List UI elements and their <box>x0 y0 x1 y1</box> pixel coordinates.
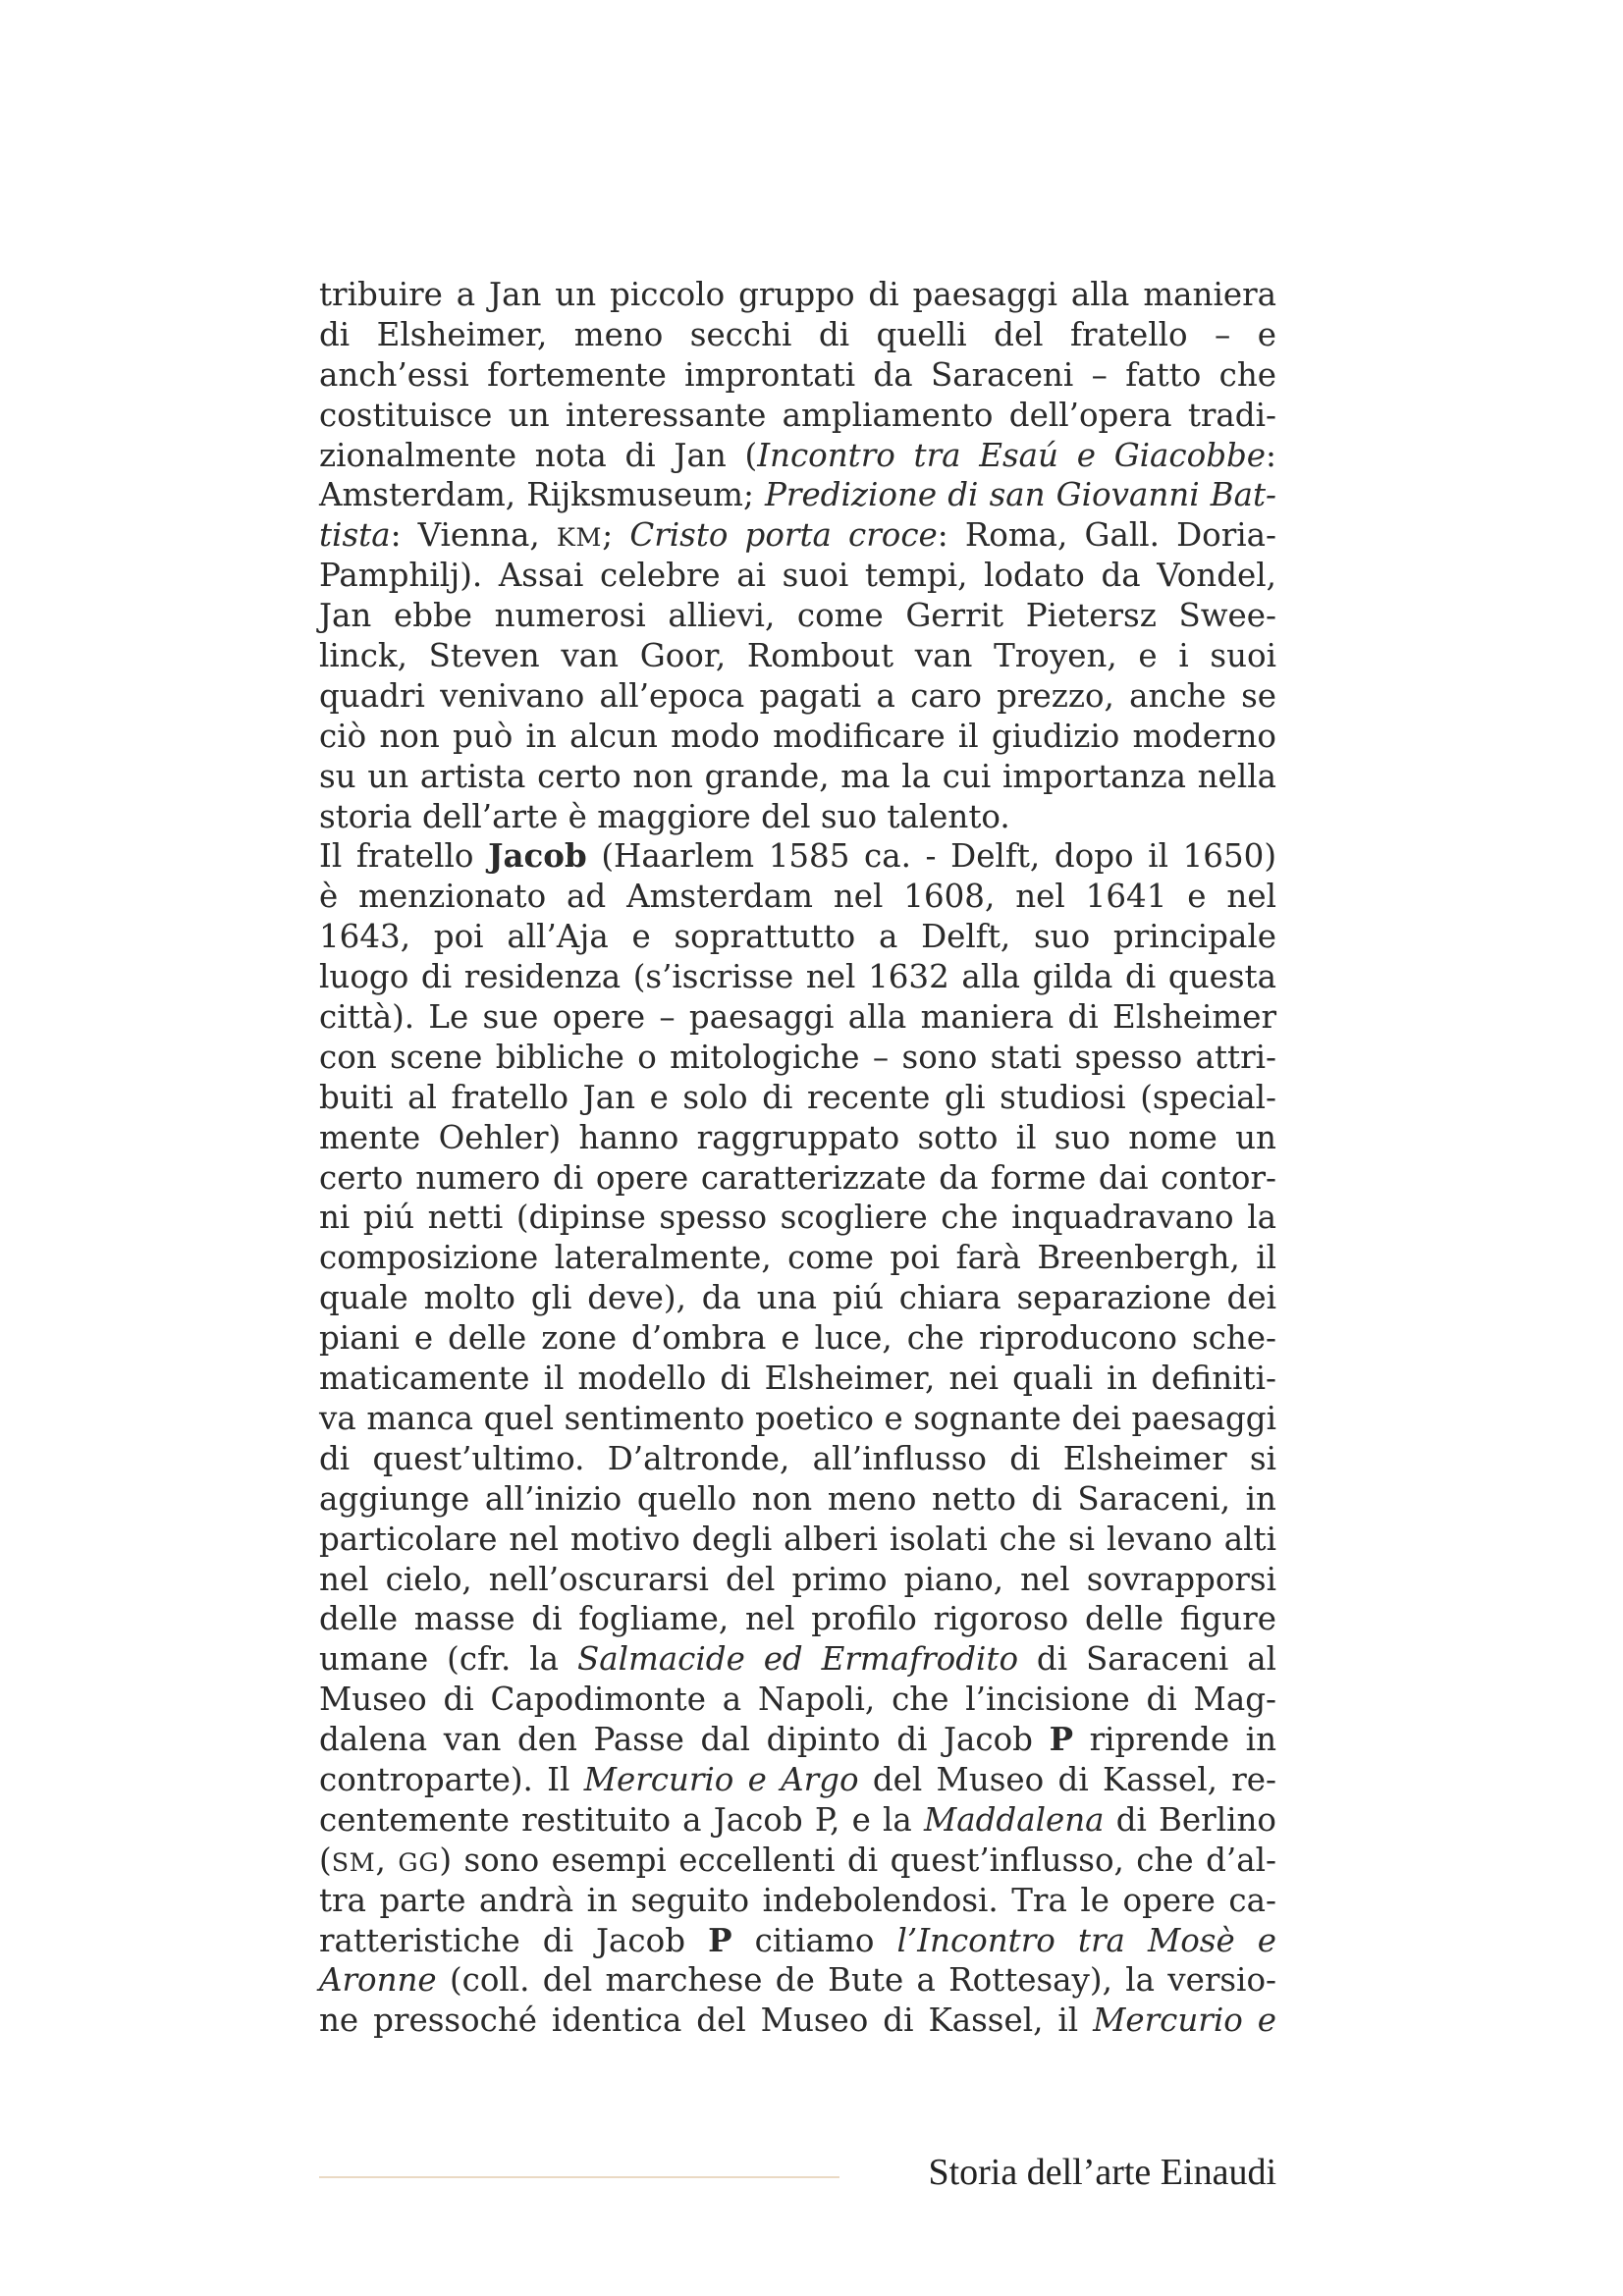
text-segment: maticamente il modello di Elsheimer, nei quali in definiti- <box>319 1360 1276 1398</box>
text-segment: tra parte andrà in seguito indebolendosi. Tra le opere ca- <box>319 1881 1276 1919</box>
text-line <box>319 917 1276 957</box>
text-line <box>319 1278 1276 1318</box>
text-line <box>319 1881 1276 1921</box>
text-segment: di Berlino <box>1104 1800 1276 1839</box>
text-segment: tribuire a Jan un piccolo gruppo di paesaggi alla maniera <box>319 276 1276 313</box>
text-line <box>319 2001 1276 2041</box>
text-line <box>319 1800 1276 1841</box>
text-segment: P <box>708 1920 732 1959</box>
text-segment: costituisce un interessante ampliamento dell’opera tradi- <box>319 396 1276 434</box>
text-segment: ciò non può in alcun modo modificare il giudizio moderno <box>319 717 1276 755</box>
text-segment: P <box>1049 1720 1074 1759</box>
text-line <box>319 355 1276 396</box>
text-line <box>319 877 1276 917</box>
text-line <box>319 315 1276 355</box>
text-segment: mente Oehler) hanno raggruppato sotto il suo nome un <box>319 1118 1276 1156</box>
text-line <box>319 1639 1276 1680</box>
text-line <box>319 757 1276 797</box>
text-segment: quale molto gli deve), da una piú chiara separazione dei <box>319 1279 1276 1317</box>
text-segment: (Haarlem 1585 ca. - Delft, dopo il 1650) <box>586 837 1277 876</box>
text-segment: zionalmente nota di Jan ( <box>319 436 758 474</box>
text-segment: Maddalena <box>923 1800 1105 1839</box>
text-segment: del Museo di Kassel, re- <box>858 1760 1276 1798</box>
text-segment: ratteristiche di Jacob <box>319 1921 709 1959</box>
text-line <box>319 1078 1276 1118</box>
text-line <box>319 676 1276 717</box>
text-line <box>319 515 1276 556</box>
footer-title: Storia dell’arte Einaudi <box>928 2152 1276 2193</box>
text-segment: Predizione di san Giovanni Bat- <box>765 476 1277 514</box>
text-segment: : <box>1266 436 1276 474</box>
text-line <box>319 1198 1276 1238</box>
text-segment: anch’essi fortemente improntati da Saraceni – fatto che <box>319 355 1276 394</box>
text-segment: con scene bibliche o mitologiche – sono stati spesso attri- <box>319 1038 1276 1076</box>
text-segment: ni piú netti (dipinse spesso scogliere che inquadravano la <box>319 1199 1276 1237</box>
text-segment: Jacob <box>488 836 587 876</box>
text-line <box>319 1439 1276 1479</box>
text-segment: KM <box>556 522 603 553</box>
text-segment: citiamo <box>731 1921 897 1959</box>
text-segment: Il fratello <box>319 837 489 876</box>
text-line <box>319 1359 1276 1399</box>
text-segment: Mercurio e <box>1093 2002 1276 2040</box>
text-segment: 1643, poi all’Aja e soprattutto a Delft, suo principale <box>319 918 1276 956</box>
text-segment: Aronne <box>319 1961 437 2000</box>
text-segment: SM <box>331 1846 376 1877</box>
text-segment: di Saraceni al <box>1018 1640 1276 1679</box>
text-line <box>319 596 1276 636</box>
text-segment: aggiunge all’inizio quello non meno netto di Saraceni, in <box>319 1479 1276 1518</box>
text-segment: : Vienna, <box>390 516 557 555</box>
text-line <box>319 997 1276 1038</box>
text-segment: riprende in <box>1073 1721 1276 1759</box>
text-line <box>319 957 1276 997</box>
text-segment: va manca quel sentimento poetico e sognante dei paesaggi <box>319 1399 1276 1437</box>
text-segment: di quest’ultimo. D’altronde, all’influsso di Elsheimer si <box>319 1439 1276 1477</box>
text-segment: composizione lateralmente, come poi farà Breenbergh, il <box>319 1239 1276 1277</box>
text-segment: GG <box>398 1846 440 1877</box>
text-line <box>319 556 1276 596</box>
text-line <box>319 1720 1276 1760</box>
text-segment: luogo di residenza (s’iscrisse nel 1632 alla gilda di questa <box>319 958 1276 996</box>
text-segment: particolare nel motivo degli alberi isolati che si levano alti <box>319 1520 1276 1558</box>
text-line <box>319 1599 1276 1639</box>
text-segment: linck, Steven van Goor, Rombout van Troyen, e i suoi <box>319 637 1276 675</box>
text-segment: : Roma, Gall. Doria- <box>937 516 1276 555</box>
text-segment: Pamphilj). Assai celebre ai suoi tempi, lodato da Vondel, <box>319 557 1276 595</box>
text-segment: ( <box>319 1841 332 1879</box>
text-segment: ne pressoché identica del Museo di Kassel, il <box>319 2002 1094 2040</box>
text-line <box>319 436 1276 476</box>
text-segment: l’Incontro tra Mosè e <box>896 1921 1276 1959</box>
text-segment: nel cielo, nell’oscurarsi del primo piano, nel sovrapporsi <box>319 1560 1276 1598</box>
text-segment: Museo di Capodimonte a Napoli, che l’incisione di Mag- <box>319 1681 1276 1719</box>
text-line <box>319 1841 1276 1881</box>
text-line <box>319 396 1276 436</box>
text-line <box>319 717 1276 757</box>
text-segment: di Elsheimer, meno secchi di quelli del fratello – e <box>319 315 1276 353</box>
text-segment: , <box>375 1841 399 1879</box>
text-line <box>319 1479 1276 1520</box>
text-segment: umane (cfr. la <box>319 1640 577 1679</box>
text-line <box>319 1238 1276 1278</box>
text-segment: (coll. del marchese de Bute a Rottesay), la versio- <box>436 1961 1276 2000</box>
text-segment: Jan ebbe numerosi allievi, come Gerrit Pietersz Swee- <box>319 597 1276 635</box>
text-segment: è menzionato ad Amsterdam nel 1608, nel 1641 e nel <box>319 878 1276 916</box>
text-line <box>319 636 1276 676</box>
text-line <box>319 836 1276 877</box>
text-line <box>319 1318 1276 1359</box>
text-line <box>319 475 1276 515</box>
text-segment: Amsterdam, Rijksmuseum; <box>319 476 766 514</box>
text-segment: dalena van den Passe dal dipinto di Jacob <box>319 1721 1050 1759</box>
text-segment: tista <box>319 516 391 555</box>
text-line <box>319 1038 1276 1078</box>
footer-rule <box>319 2176 839 2178</box>
text-line <box>319 797 1276 837</box>
text-line <box>319 1399 1276 1439</box>
body-text <box>319 275 1276 2041</box>
text-segment: certo numero di opere caratterizzate da forme dai contor- <box>319 1158 1276 1197</box>
text-line <box>319 1520 1276 1560</box>
text-segment: controparte). Il <box>319 1760 584 1798</box>
text-segment: ) sono esempi eccellenti di quest’influsso, che d’al- <box>439 1841 1276 1879</box>
text-line <box>319 1118 1276 1158</box>
text-segment: storia dell’arte è maggiore del suo talento. <box>319 797 1010 835</box>
text-line <box>319 1158 1276 1199</box>
text-segment: Salmacide ed Ermafrodito <box>576 1640 1019 1679</box>
text-segment: quadri venivano all’epoca pagati a caro prezzo, anche se <box>319 676 1276 715</box>
text-segment: città). Le sue opere – paesaggi alla maniera di Elsheimer <box>319 998 1276 1037</box>
text-segment: Cristo porta croce <box>629 516 938 555</box>
text-segment: buiti al fratello Jan e solo di recente gli studiosi (special- <box>319 1078 1276 1116</box>
text-line <box>319 275 1276 315</box>
text-segment: Mercurio e Argo <box>583 1760 859 1798</box>
text-segment: Incontro tra Esaú e Giacobbe <box>757 436 1267 474</box>
text-segment: su un artista certo non grande, ma la cui importanza nella <box>319 757 1276 795</box>
text-segment: ; <box>602 516 630 555</box>
text-line <box>319 1960 1276 2001</box>
text-segment: centemente restituito a Jacob P, e la <box>319 1800 924 1839</box>
text-line <box>319 1760 1276 1800</box>
text-segment: piani e delle zone d’ombra e luce, che riproducono sche- <box>319 1319 1276 1358</box>
text-segment: delle masse di fogliame, nel profilo rigoroso delle figure <box>319 1600 1276 1638</box>
text-line <box>319 1680 1276 1720</box>
text-line <box>319 1921 1276 1961</box>
text-line <box>319 1560 1276 1600</box>
